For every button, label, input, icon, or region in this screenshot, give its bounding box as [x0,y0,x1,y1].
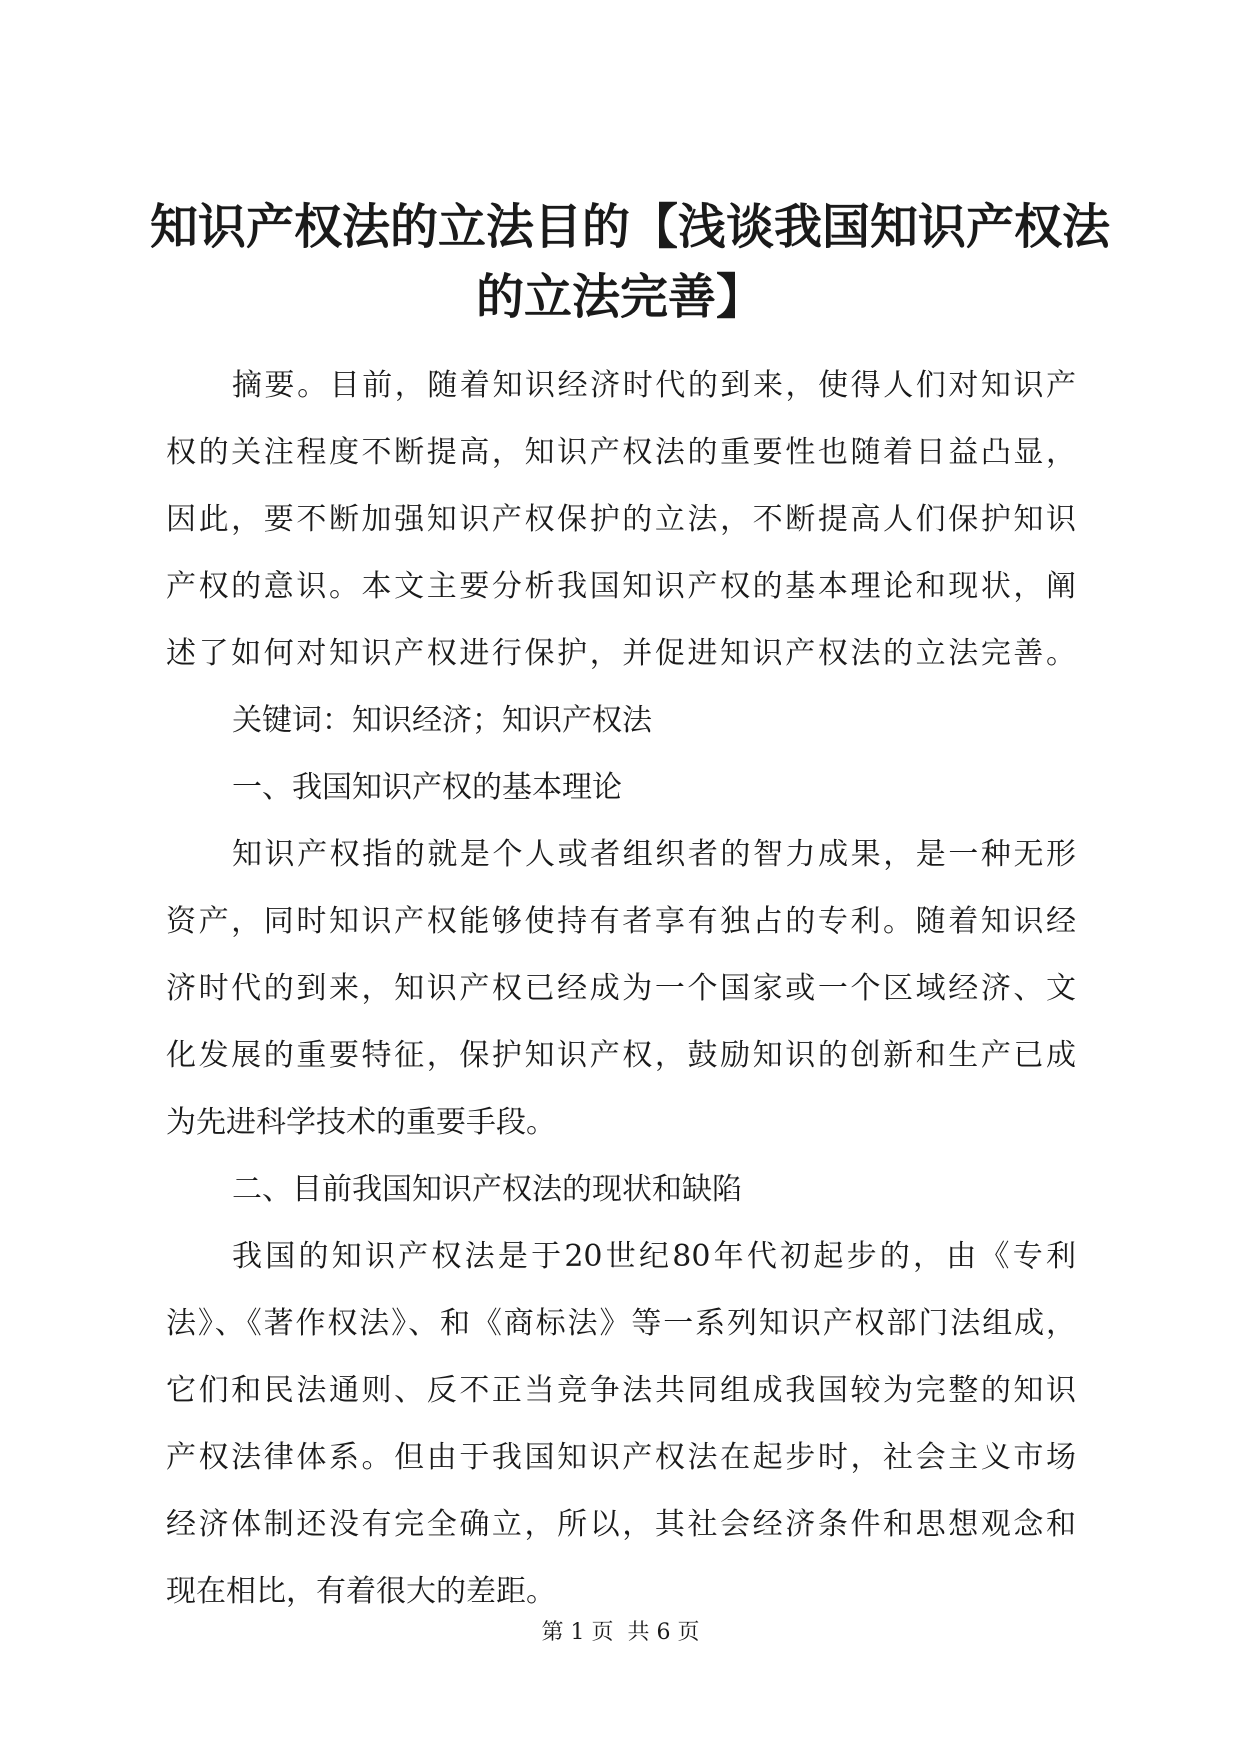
title-line-2: 的立法完善】 [475,269,764,325]
paragraph-line: 我国的知识产权法是于20世纪80年代初起步的，由《专利 [232,1239,1076,1274]
abstract-line: 因此，要不断加强知识产权保护的立法，不断提高人们保护知识 [166,502,1076,537]
paragraph-line: 知识产权指的就是个人或者组织者的智力成果，是一种无形 [232,837,1076,872]
abstract-line: 摘要。目前，随着知识经济时代的到来，使得人们对知识产 [232,368,1076,403]
abstract-line: 述了如何对知识产权进行保护，并促进知识产权法的立法完善。 [166,636,1076,671]
abstract-line: 权的关注程度不断提高，知识产权法的重要性也随着日益凸显， [166,435,1076,470]
paragraph-line: 现在相比，有着很大的差距。 [166,1574,556,1609]
section-heading-1: 一、我国知识产权的基本理论 [232,770,622,805]
paragraph-line: 产权法律体系。但由于我国知识产权法在起步时，社会主义市场 [166,1440,1076,1475]
paragraph-line: 法》、《著作权法》、和《商标法》等一系列知识产权部门法组成， [166,1306,1076,1341]
paragraph-line: 为先进科学技术的重要手段。 [166,1105,556,1140]
paragraph-line: 经济体制还没有完全确立，所以，其社会经济条件和思想观念和 [166,1507,1076,1542]
page-number-footer: 第 1 页 共 6 页 [541,1620,700,1645]
document-body [166,352,1076,1625]
paragraph-line: 它们和民法通则、反不正当竞争法共同组成我国较为完整的知识 [166,1373,1076,1408]
paragraph-line: 济时代的到来，知识产权已经成为一个国家或一个区域经济、文 [166,971,1076,1006]
paragraph-line: 化发展的重要特征，保护知识产权，鼓励知识的创新和生产已成 [166,1038,1076,1073]
paragraph-line: 资产，同时知识产权能够使持有者享有独占的专利。随着知识经 [166,904,1076,939]
document-title [150,192,1111,332]
title-line-1: 知识产权法的立法目的【浅谈我国知识产权法 [150,199,1111,255]
abstract-line: 产权的意识。本文主要分析我国知识产权的基本理论和现状，阐 [166,569,1076,604]
keywords-line: 关键词：知识经济；知识产权法 [232,703,652,738]
section-heading-2: 二、目前我国知识产权法的现状和缺陷 [232,1172,742,1207]
